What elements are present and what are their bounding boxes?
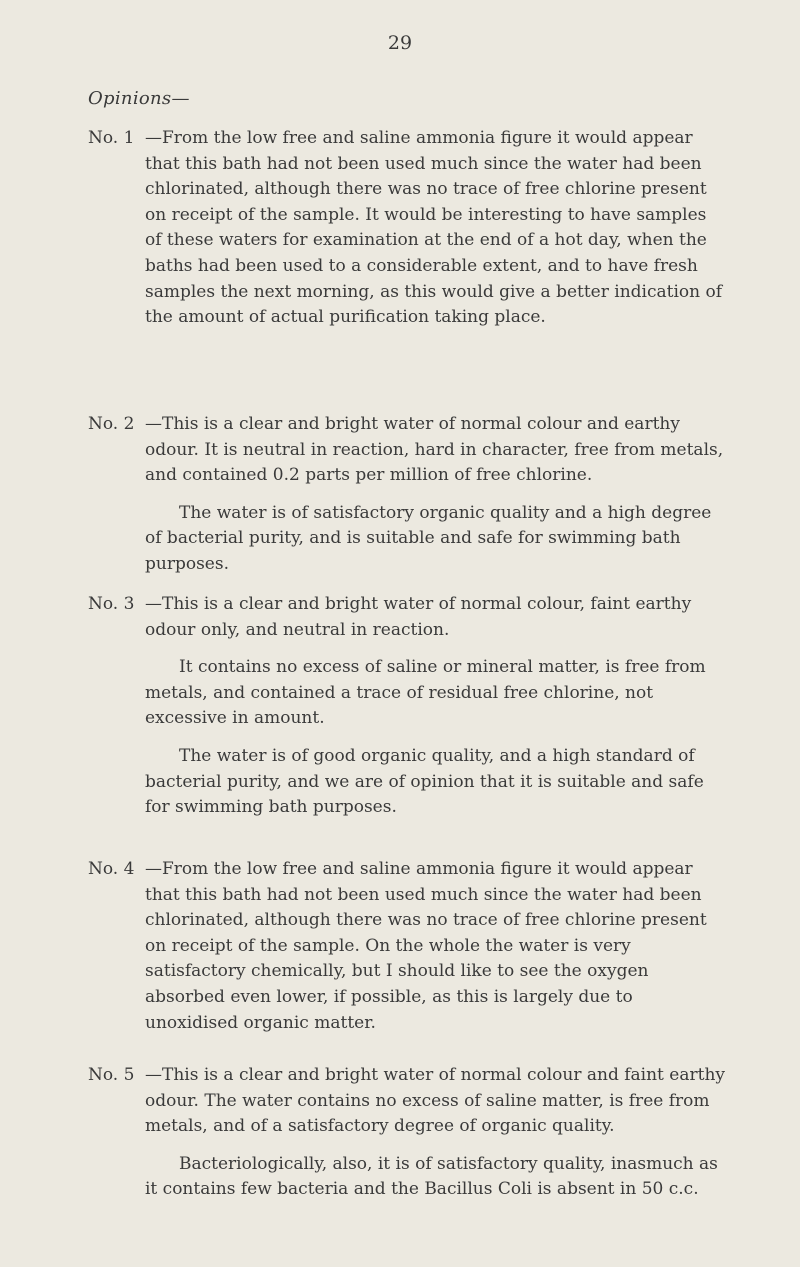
page-number: 29 [387, 32, 413, 54]
entry-text: —From the low free and saline ammonia figure it would appear that this bath had not been used much since the water had been chlorinated, although there was no trace of free chlorine present on receipt of the sample. On the whole the water is very satisfactory chemically, but I should like to see the oxygen absorbed even lower, if possible, as this is largely due to unoxidised organic matter. [145, 859, 707, 1033]
entry-paragraph: It contains no excess of saline or mineral matter, is free from metals, and contained a trace of residual free chlorine, not excessive in amount. [145, 657, 706, 729]
entry-paragraph: The water is of satisfactory organic quality and a high degree of bacterial purity, and is suitable and safe for swimming bath purposes. [145, 502, 712, 574]
entry-lead-paragraph [88, 592, 728, 643]
entry-lead-paragraph [88, 857, 728, 1036]
entry-number: No. 4 [88, 859, 135, 879]
entry-number: No. 3 [88, 594, 135, 614]
entry-text: —From the low free and saline ammonia figure it would appear that this bath had not been used much since the water had been chlorinated, although there was no trace of free chlorine present on receipt of the sample. It would be interesting to have samples of these waters for examination at the end of a hot day, when the baths had been used to a considerable extent, and to have fresh samples the next morning, as this would give a better indication of the amount of actual purification taking place. [145, 128, 723, 328]
opinion-entry-5 [88, 1063, 728, 1203]
opinion-entry-4 [88, 857, 728, 1036]
entry-number: No. 2 [88, 414, 135, 434]
opinion-entry-1 [88, 126, 728, 331]
opinion-entry-3 [88, 592, 728, 821]
entry-paragraph: The water is of good organic quality, and a high standard of bacterial purity, and we are of opinion that it is suitable and safe for swimming bath purposes. [145, 745, 704, 818]
entry-lead-paragraph [88, 126, 728, 331]
opinion-entry-2 [88, 412, 728, 578]
section-heading: Opinions— [88, 88, 190, 109]
entry-lead-paragraph [88, 412, 728, 489]
entry-number: No. 5 [88, 1065, 135, 1085]
entry-paragraph: Bacteriologically, also, it is of satisfactory quality, inasmuch as it contains few bacteria and the Bacillus Coli is absent in 50 c.c. [145, 1153, 718, 1200]
entry-number: No. 1 [88, 128, 135, 148]
entry-text: —This is a clear and bright water of normal colour, faint earthy odour only, and neutral in reaction. [145, 594, 692, 640]
entry-text: —This is a clear and bright water of normal colour and faint earthy odour. The water contains no excess of saline matter, is free from metals, and of a satisfactory degree of organic quality. [145, 1065, 726, 1137]
entry-lead-paragraph [88, 1063, 728, 1140]
entry-text: —This is a clear and bright water of normal colour and earthy odour. It is neutral in reaction, hard in character, free from metals, and contained 0.2 parts per million of free chlorine. [145, 414, 724, 486]
